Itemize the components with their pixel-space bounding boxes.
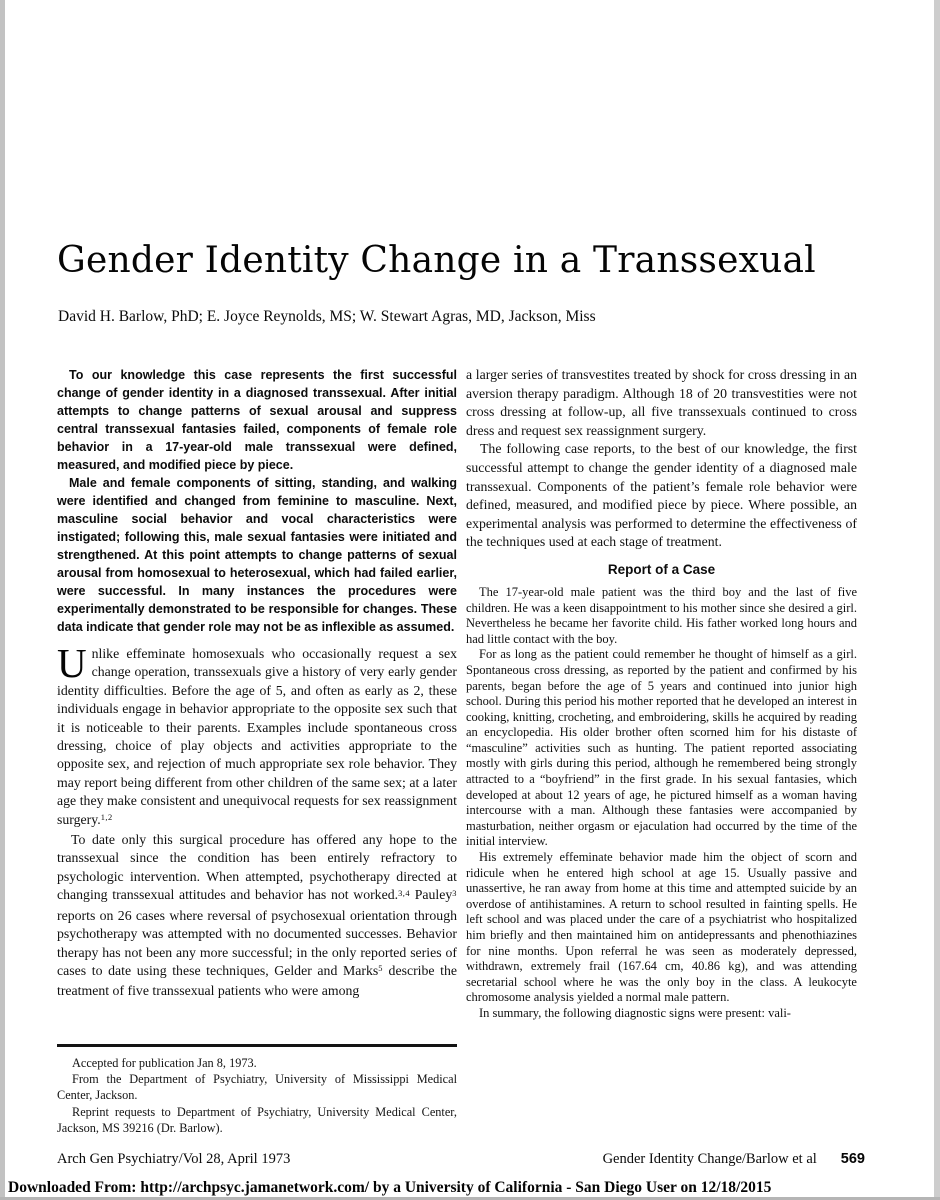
section-heading-report-of-a-case: Report of a Case <box>607 561 716 577</box>
citation-superscript-1-2: 1,2 <box>100 812 113 822</box>
download-banner: Downloaded From: http://archpsyc.jamanetwork.com/ by a University of California - San Diego User on 12/18/2015 <box>8 1179 772 1196</box>
footnote-affiliation: From the Department of Psychiatry, University of Mississippi Medical Center, Jackson. <box>57 1072 457 1103</box>
journal-volume-line: Arch Gen Psychiatry/Vol 28, April 1973 <box>57 1151 291 1167</box>
page-footer <box>57 1151 865 1168</box>
running-title: Gender Identity Change/Barlow et al <box>602 1151 817 1167</box>
scan-edge-right <box>934 0 940 1200</box>
citation-superscript-pauley: 3 <box>452 888 457 898</box>
drop-cap-letter: U <box>57 640 87 686</box>
abstract-paragraph-2: Male and female components of sitting, standing, and walking were identified and changed from feminine to masculine. Next, masculine social behavior and vocal characteristics were instigated; following this, male sexual fantasies were initiated and strengthened. At this point attempts to change patterns of sexual arousal from homosexual to heterosexual, which had failed earlier, were successful. In many instances the procedures were experimentally demonstrated to be responsible for changes. These data indicate that gender role may not be as inflexible as assumed. <box>57 476 457 634</box>
intro-paragraph-2 <box>57 831 457 1001</box>
scan-edge-left <box>0 0 5 1200</box>
citation-superscript-5: 5 <box>378 964 383 974</box>
footnote-reprints: Reprint requests to Department of Psychiatry, University Medical Center, Jackson, MS 39216 (Dr. Barlow). <box>57 1104 457 1135</box>
intro-paragraph-2-segment-1: To date only this surgical procedure has offered any hope to the transsexual since the condition has been entirely refractory to psychologic intervention. When attempted, psychotherapy directed at changing transsexual attitudes and behavior has not worked. <box>57 832 457 903</box>
abstract <box>57 366 457 636</box>
intro-paragraph-2-segment-2: Pauley <box>410 887 453 903</box>
page-title: Gender Identity Change in a Transsexual <box>57 240 816 281</box>
intro-paragraph-2-segment-3: reports on 26 cases where reversal of psychosexual orientation through psychotherapy was attempted with no documented successes. Behavior therapy has not been any more successful; in the only reported series of cases to date using these techniques, Gelder and Marks <box>57 907 457 978</box>
case-paragraph-2: For as long as the patient could remember he thought of himself as a girl. Spontaneous cross dressing, as reported by the patient and confirmed by his parents, began before the age of 5 years and continued into junior high school. During this period his mother reported that he developed an interest in cooking, knitting, crocheting, and embroidering, skills he acquired by reading an encyclopedia. His older brother often scorned him for his distaste of “masculine” activities such as hunting. The patient reported associating mostly with girls during this period, although he remembered being strongly attracted to a “boyfriend” in the first grade. In his sexual fantasies, which developed at about 12 years of age, he pictured himself as a woman having intercourse with a man. Although these fantasies were accompanied by masturbation, neither orgasm or ejaculation had occurred by the time of the initial interview. <box>466 647 857 849</box>
abstract-paragraph-1: To our knowledge this case represents the first successful change of gender identity in a diagnosed transsexual. After initial attempts to change patterns of sexual arousal and suppress central transsexual fantasies failed, components of female role behavior in a 17-year-old male transsexual were defined, measured, and modified piece by piece. <box>57 368 457 472</box>
case-paragraph-4: In summary, the following diagnostic signs were present: vali- <box>479 1005 791 1020</box>
footnote-accepted: Accepted for publication Jan 8, 1973. <box>72 1056 257 1070</box>
intro-paragraph-1 <box>57 640 457 831</box>
page-number: 569 <box>840 1151 865 1167</box>
intro-paragraph-2-segment-4: describe the treatment of five transsexual patients who were among <box>57 962 457 999</box>
footnote-rule <box>57 1044 457 1047</box>
case-paragraph-1: The 17-year-old male patient was the third boy and the last of five children. He was a keen disappointment to his mother since she desired a girl. Nevertheless he became her favorite child. His father worked long hours and had little contact with the boy. <box>466 584 857 646</box>
left-column <box>57 366 457 1050</box>
authors-byline: David H. Barlow, PhD; E. Joyce Reynolds, MS; W. Stewart Agras, MD, Jackson, Miss <box>58 308 596 325</box>
following-case-paragraph: The following case reports, to the best of our knowledge, the first successful attempt to change the gender identity of a diagnosed male transsexual. Components of the patient’s female role behavior were defined, measured, and modified piece by piece. Where possible, an experimental analysis was performed to determine the effectiveness of the techniques used at each stage of treatment. <box>466 441 857 550</box>
citation-superscript-3-4: 3,4 <box>398 888 411 898</box>
case-paragraph-3: His extremely effeminate behavior made him the object of scorn and ridicule when he entered high school at age 15. Usually passive and unassertive, he ran away from home at this time and attempted suicide by an overdose of antihistamines. A return to school resulted in fainting spells. He left school and was placed under the care of a psychiatrist who hospitalized him briefly and then maintained him on antidepressants and phenothiazines for nine months. Upon referral he was seen as moderately depressed, withdrawn, extremely frail (167.64 cm, 40.86 kg), and was attending secretarial school where he was the only boy in the class. A leukocyte chromosome analysis yielded a normal male pattern. <box>466 850 857 1005</box>
intro-paragraph-1-text: nlike effeminate homosexuals who occasionally request a sex change operation, transsexuals give a history of very early gender identity difficulties. Before the age of 5, and often as early as 2, these individuals engage in behavior appropriate to the opposite sex such that it is noticeable to their parents. Examples include spontaneous cross dressing, choice of play objects and activities appropriate to the opposite sex, and rejection of much appropriate sex role behavior. They may report being different from other children of the same sex; at a later age they make consistent and unequivocal requests for sex reassignment surgery. <box>57 646 457 827</box>
right-column <box>466 366 857 1154</box>
footer-right-group <box>603 1151 865 1168</box>
introduction-text <box>57 640 457 1001</box>
footnote-block <box>57 1044 457 1136</box>
continuation-paragraph: a larger series of transvestites treated by shock for cross dressing in an aversion therapy paradigm. Although 18 of 20 transvestities were not cross dressing at follow-up, all five transsexuals continued to cross dress and request sex reassignment surgery. <box>466 367 857 438</box>
